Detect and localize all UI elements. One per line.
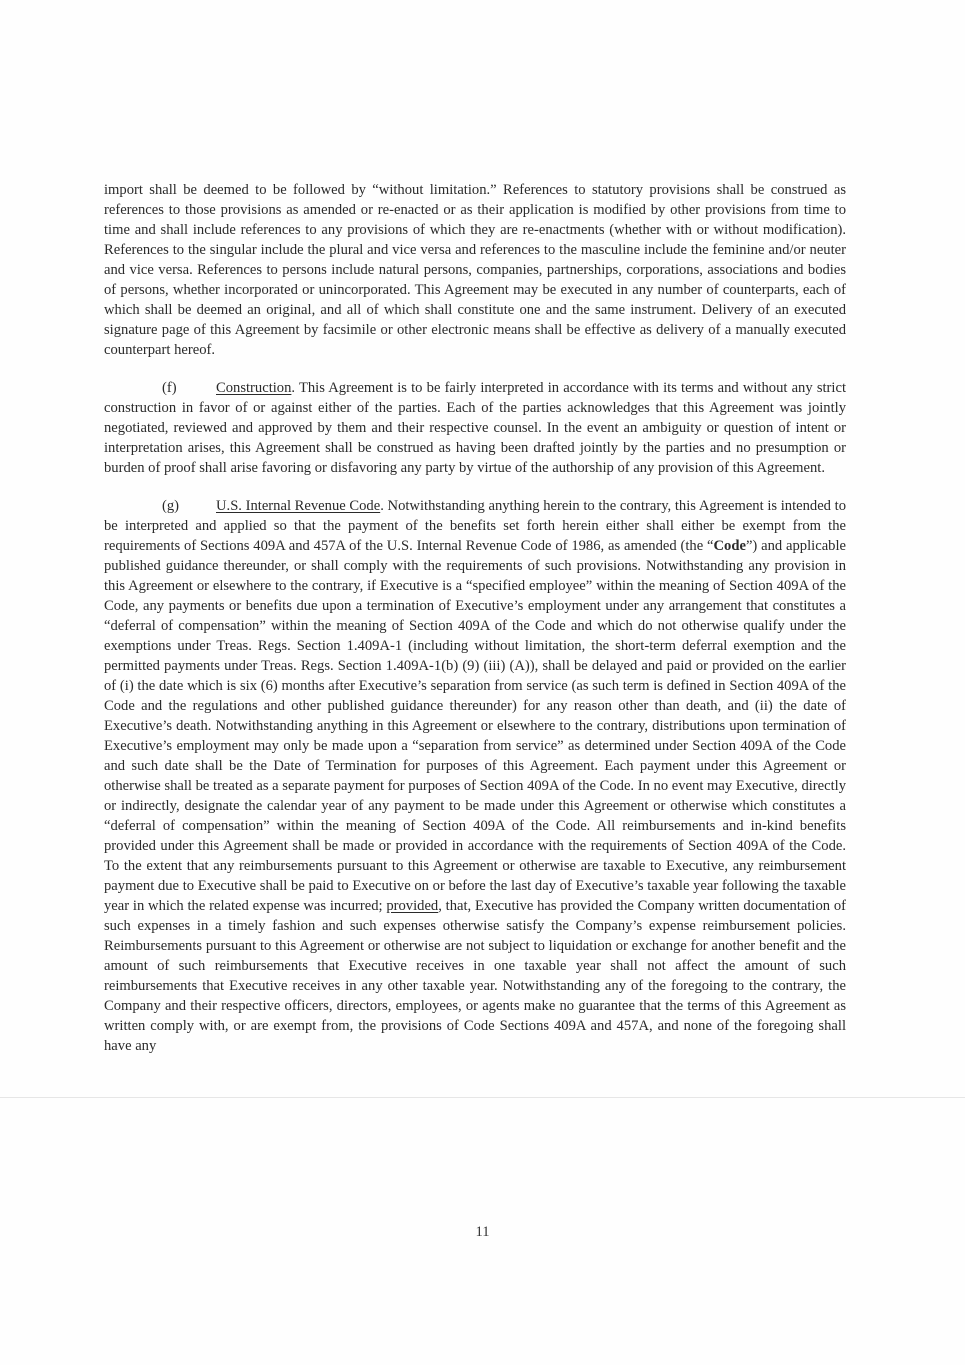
section-f-body: This Agreement is to be fairly interpreted in accordance with its terms and without any strict construction in favor of or against either of the parties. Each of the parties acknowledges that this Agreement was jointly negotiated, reviewed and approved by them and their respective counsel. In the event an ambiguity or question of intent or interpretation arises, this Agreement shall be construed as having been drafted jointly by the parties and no presumption or burden of proof shall arise favoring or disfavoring any party by virtue of the authorship of any provision of this Agreement. [104, 380, 846, 476]
section-f-heading: Construction [216, 380, 292, 396]
section-g-internal-revenue-code [104, 496, 846, 1056]
scan-artifact-line [0, 1097, 965, 1098]
section-f-heading-suffix: . [291, 380, 296, 396]
section-g-body-part2: ”) and applicable published guidance thereunder, or shall comply with the requirements of such provisions. Notwithstanding any provision in this Agreement or elsewhere to the contrary, if Executive is a “specified employee” within the meaning of Section 409A of the Code, any payments or benefits due upon a termination of Executive’s employment under any arrangement that constitutes a “deferral of compensation” within the meaning of Section 409A of the Code and which do not otherwise qualify under the exemptions under Treas. Regs. Section 1.409A-1 (including without limitation, the short-term deferral exemption and the permitted payments under Treas. Regs. Section 1.409A-1(b) (9) (iii) (A)), shall be delayed and paid or provided on the earlier of (i) the date which is six (6) months after Executive’s separation from service (as such term is defined in Section 409A of the Code and the regulations and other published guidance thereunder) for any reason other than death, and (ii) the date of Executive’s death. Notwithstanding anything in this Agreement or elsewhere to the contrary, distributions upon termination of Executive’s employment may only be made upon a “separation from service” as determined under Section 409A of the Code and such date shall be the Date of Termination for purposes of this Agreement. Each payment under this Agreement or otherwise shall be treated as a separate payment for purposes of Section 409A of the Code. In no event may Executive, directly or indirectly, designate the calendar year of any payment to be made under this Agreement or otherwise which constitutes a “deferral of compensation” within the meaning of Section 409A of the Code. All reimbursements and in-kind benefits provided under this Agreement shall be made or provided in accordance with the requirements of Section 409A of the Code. To the extent that any reimbursements pursuant to this Agreement or otherwise are taxable to Executive, any reimbursement payment due to Executive shall be paid to Executive on or before the last day of Executive’s taxable year following the taxable year in which the related expense was incurred; [104, 538, 847, 914]
section-f-label: (f) [162, 380, 177, 396]
paragraph-continuation: import shall be deemed to be followed by “without limitation.” References to statutory provisions shall be construed as references to those provisions as amended or re-enacted or as their application is modified by other provisions from time to time and shall include references to any provisions of which they are re-enactments (whether with or without modification). References to the singular include the plural and vice versa and references to the masculine include the feminine and/or neuter and vice versa. References to persons include natural persons, companies, partnerships, corporations, associations and bodies of persons, whether incorporated or unincorporated. This Agreement may be executed in any number of counterparts, each of which shall be deemed an original, and all of which shall constitute one and the same instrument. Delivery of an executed signature page of this Agreement by facsimile or other electronic means shall be effective as delivery of a manually executed counterpart hereof. [104, 182, 846, 358]
section-g-body-part1: Notwithstanding anything herein to the contrary, this Agreement is intended to be interpreted and applied so that the payment of the benefits set forth herein either shall either be exempt from the requirements of Sections 409A and 457A of the U.S. Internal Revenue Code of 1986, as amended (the “ [104, 498, 846, 554]
section-g-heading: U.S. Internal Revenue Code [216, 498, 381, 514]
section-g-label: (g) [162, 498, 180, 514]
section-g-defined-term: Code [713, 538, 746, 554]
section-f-construction [104, 378, 846, 478]
section-g-body-part3: , that, Executive has provided the Company written documentation of such expenses in a timely fashion and such expenses otherwise satisfy the Company’s expense reimbursement policies. Reimbursements pursuant to this Agreement or otherwise are not subject to liquidation or exchange for another benefit and the amount of such reimbursements that Executive receives in one taxable year shall not affect the amount of such reimbursements that Executive receives in any other taxable year. Notwithstanding any of the foregoing to the contrary, the Company and their respective officers, directors, employees, or agents make no guarantee that the terms of this Agreement as written comply with, or are exempt from, the provisions of Code Sections 409A and 457A, and none of the foregoing shall have any [104, 898, 846, 1054]
section-g-proviso: provided [386, 898, 439, 914]
section-g-heading-suffix: . [380, 498, 384, 514]
page-number: 11 [475, 1224, 490, 1240]
body-text [104, 180, 846, 1074]
